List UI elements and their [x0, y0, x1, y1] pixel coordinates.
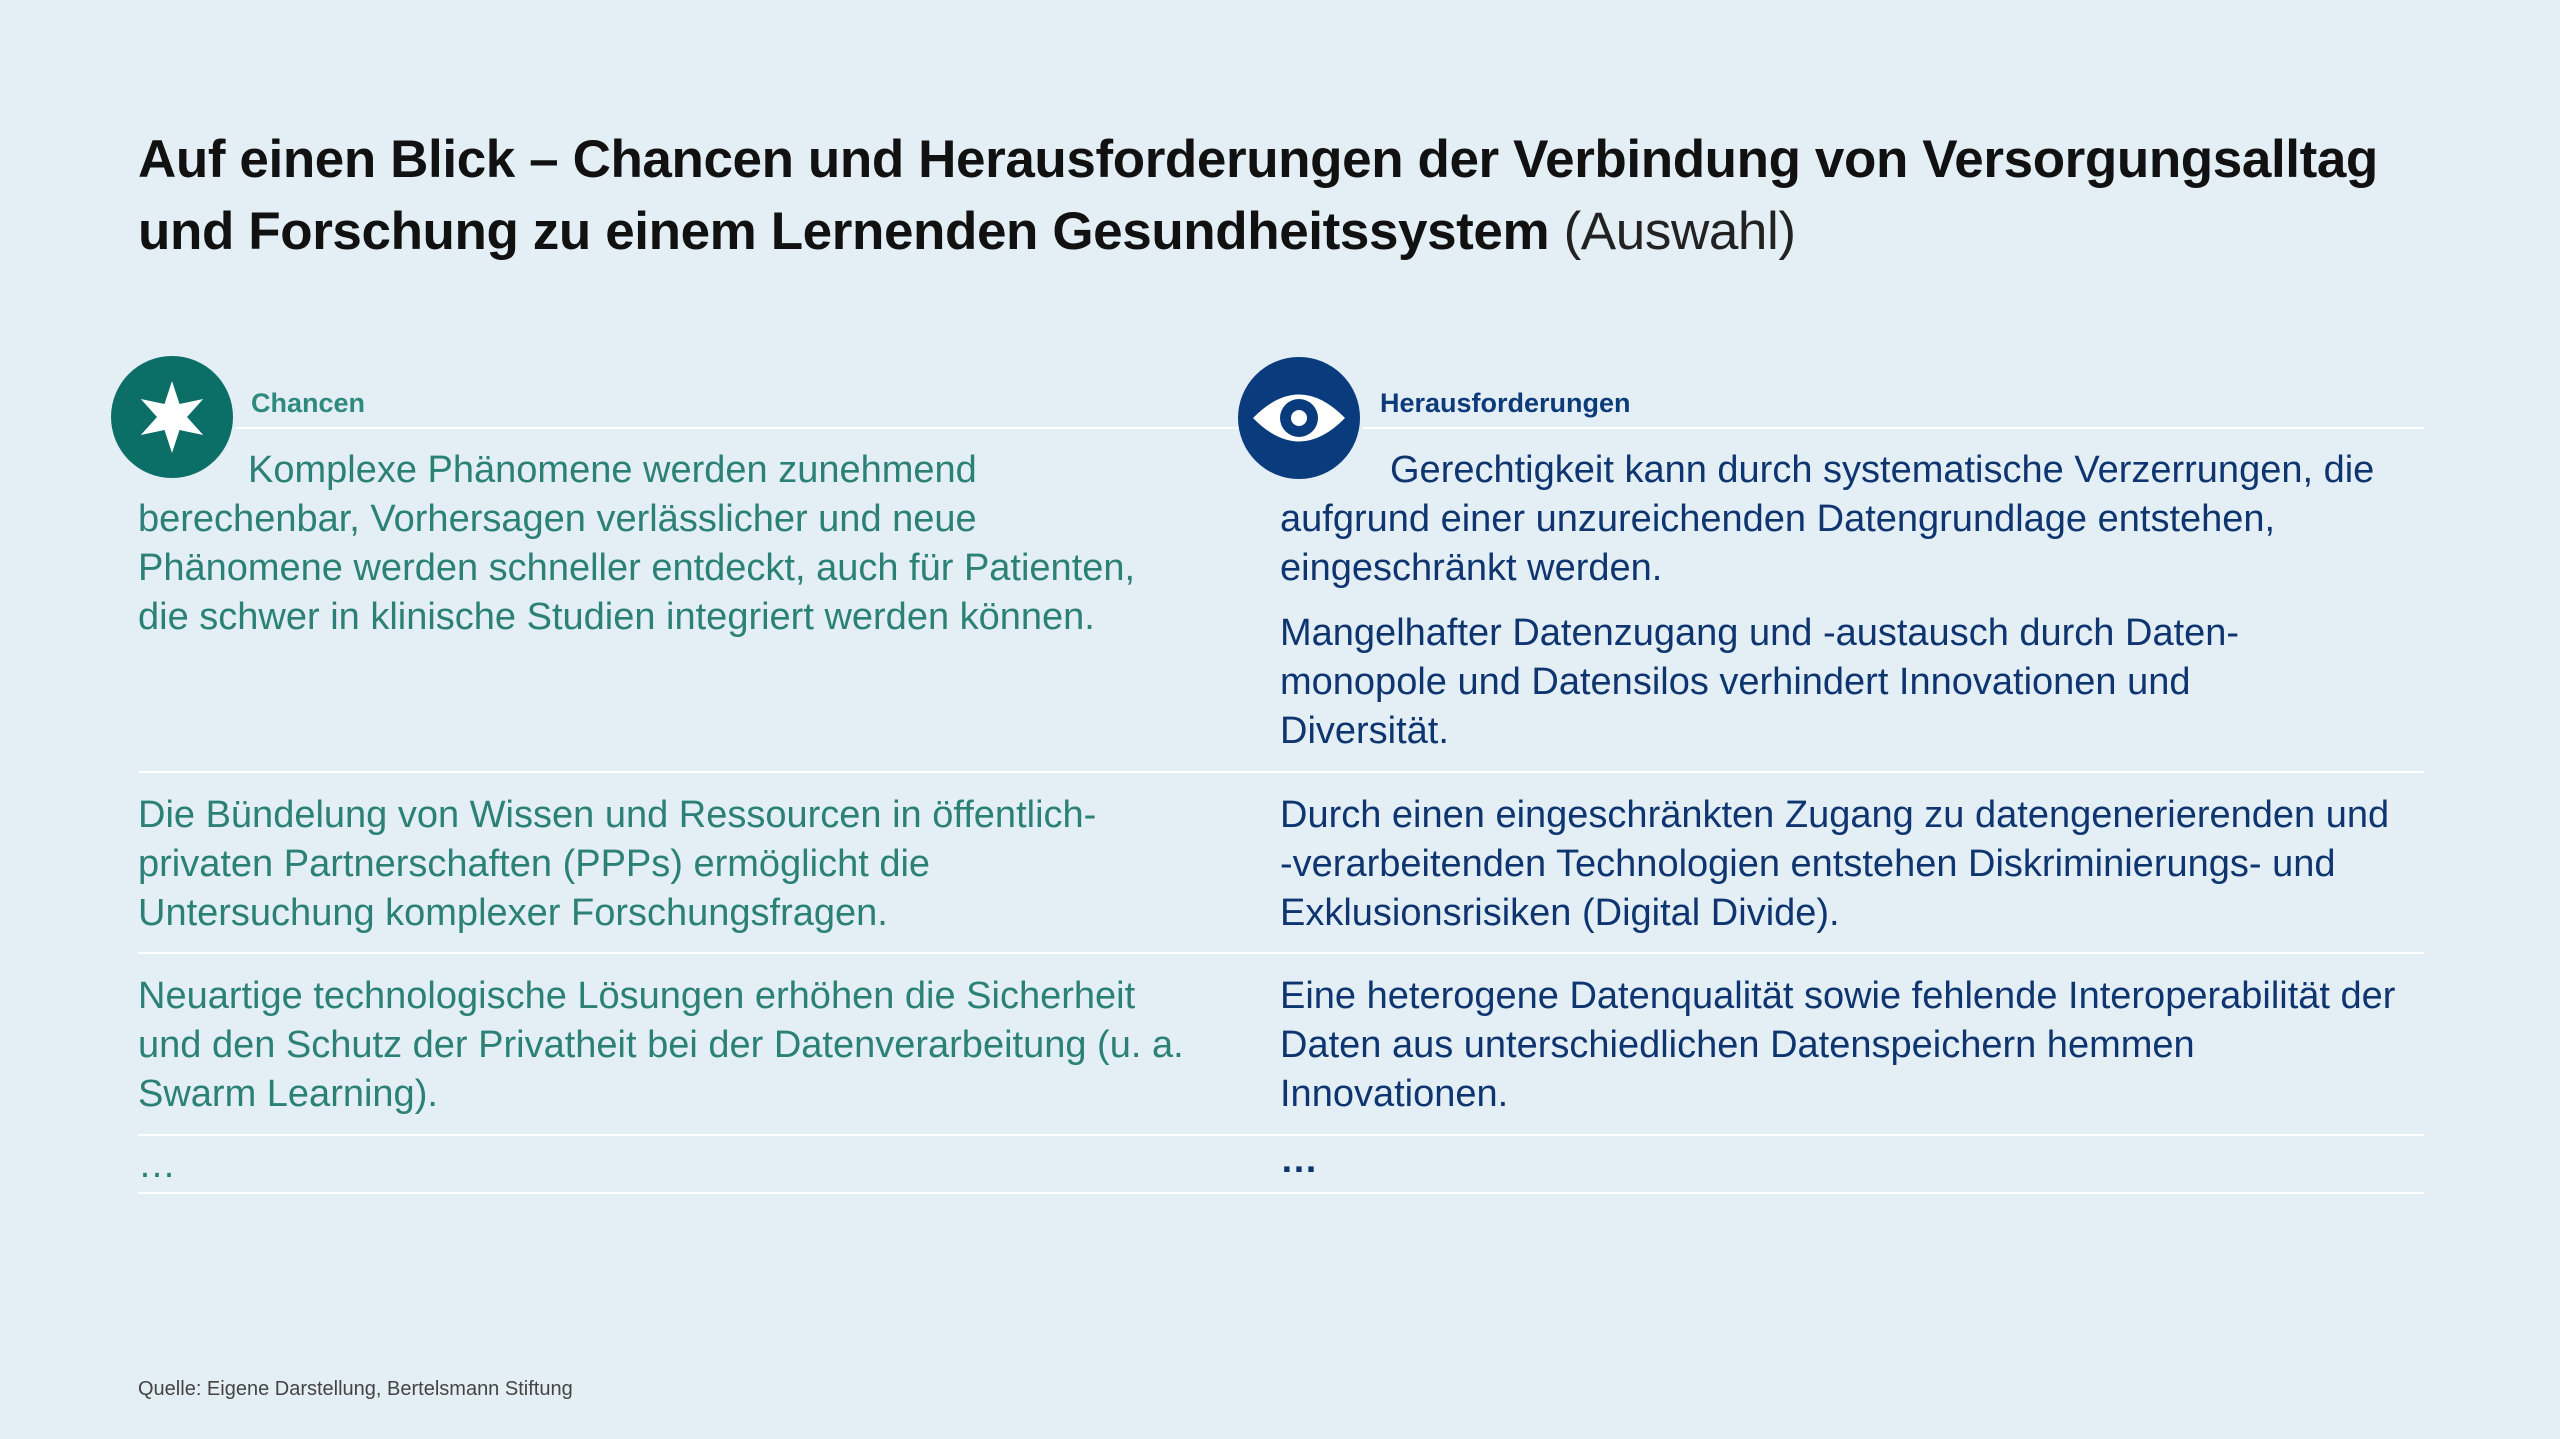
page-title-suffix: (Auswahl)	[1563, 202, 1796, 261]
chancen-item-1-text: Komplexe Phänomene werden zunehmend berechenbar, Vorhersagen verlässlicher und neue Phänomene werden schneller entdeckt, auch für Patienten, die schwer in klinische Studien integriert werden können.	[138, 449, 1136, 638]
source-note: Quelle: Eigene Darstellung, Bertelsmann Stiftung	[138, 1378, 573, 1400]
herausforderungen-item-1a	[1280, 446, 2410, 593]
chancen-item-3	[138, 972, 1198, 1119]
herausforderungen-item-1a-text: Gerechtigkeit kann durch systematische Verzerrungen, die aufgrund einer unzureichenden Datengrundlage entstehen, eingeschränkt werden.	[1280, 449, 2375, 589]
herausforderungen-item-1b: Mangelhafter Datenzugang und -austausch durch Daten-monopole und Datensilos verhindert Innovationen und Diversität.	[1280, 612, 2240, 752]
herausforderungen-item-2	[1280, 791, 2410, 938]
divider-row-1	[138, 771, 2424, 773]
divider-row-2	[138, 952, 2424, 954]
eye-icon	[1249, 383, 1349, 453]
page-title-main: Auf einen Blick – Chancen und Herausforderungen der Verbindung von Versorgungsalltag und Forschung zu einem Lernenden Gesundheitssystem	[138, 130, 2378, 261]
divider-top-right	[1362, 427, 2424, 429]
chancen-more: …	[138, 1144, 176, 1186]
chancen-item-1	[138, 446, 1138, 642]
chancen-item-2	[138, 791, 1118, 938]
chancen-item-2-text: Die Bündelung von Wissen und Ressourcen in öffentlich-privaten Partnerschaften (PPPs) ermöglicht die Untersuchung komplexer Forschungsfragen.	[138, 794, 1097, 934]
herausforderungen-more: …	[1280, 1139, 1318, 1181]
herausforderungen-item-3-text: Eine heterogene Datenqualität sowie fehlende Interoperabilität der Daten aus unterschiedlichen Datenspeichern hemmen Innovationen.	[1280, 975, 2396, 1115]
page-title	[138, 124, 2438, 268]
star-icon	[132, 377, 212, 457]
herausforderungen-item-3	[1280, 972, 2410, 1119]
divider-bottom	[138, 1192, 2424, 1194]
chancen-item-3-text: Neuartige technologische Lösungen erhöhen die Sicherheit und den Schutz der Privatheit bei der Datenverarbeitung (u. a. Swarm Learning).	[138, 975, 1184, 1115]
divider-top-left	[236, 427, 1258, 429]
chancen-heading: Chancen	[251, 388, 366, 418]
herausforderungen-item-1	[1280, 446, 2410, 756]
herausforderungen-item-2-text: Durch einen eingeschränkten Zugang zu datengenerierenden und -verarbeitenden Technologien entstehen Diskriminierungs- und Exklusionsrisiken (Digital Divide).	[1280, 794, 2390, 934]
divider-row-3	[138, 1134, 2424, 1136]
herausforderungen-heading: Herausforderungen	[1380, 388, 1631, 418]
